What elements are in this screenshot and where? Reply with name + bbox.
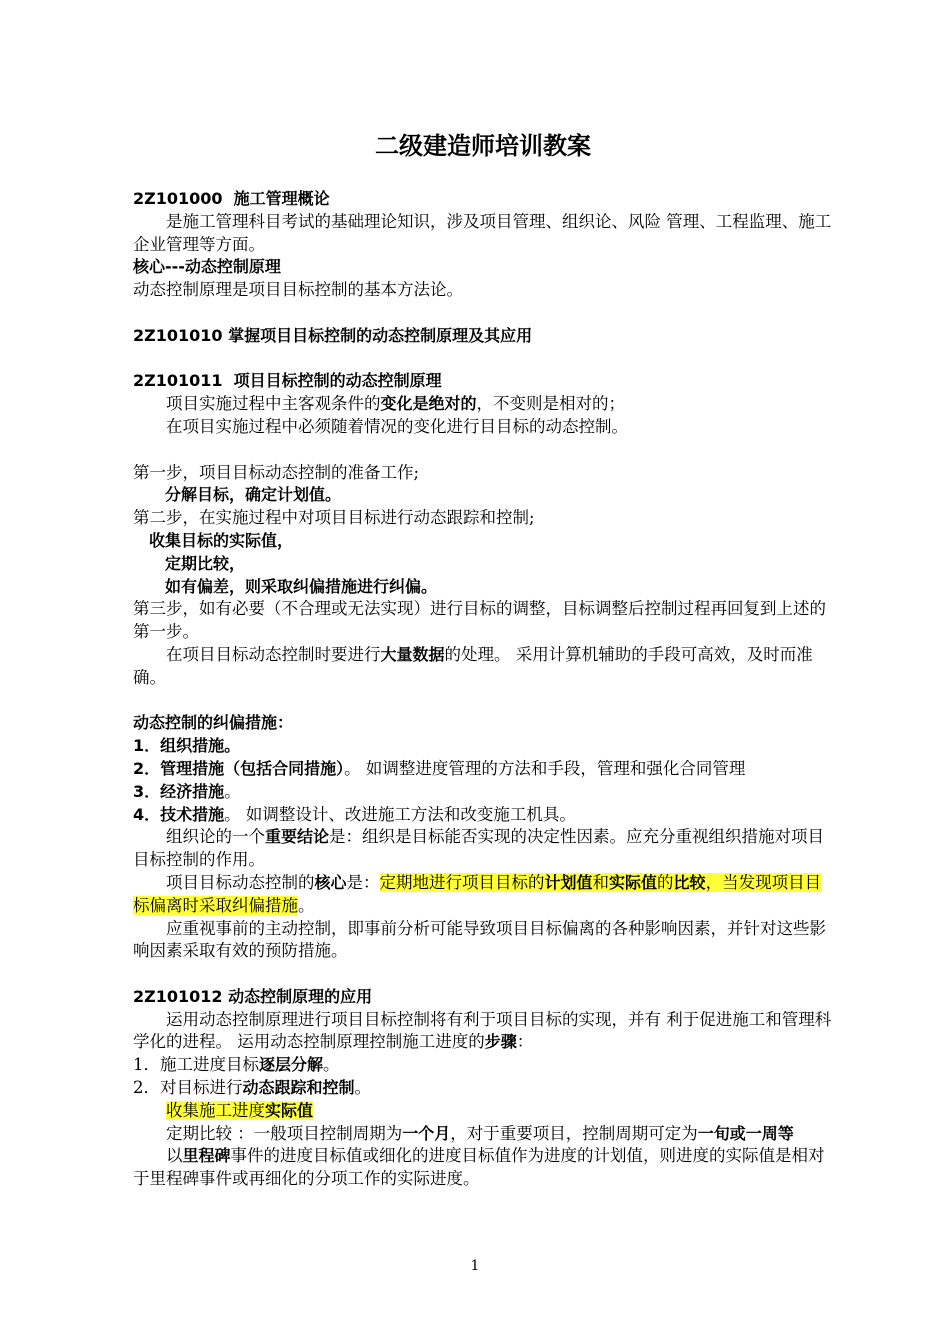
text-run: 1．施工进度目标 <box>133 1055 259 1075</box>
bold-text: 一旬或一周等 <box>697 1123 794 1143</box>
bold-text: 里程碑 <box>182 1146 231 1166</box>
paragraph <box>133 826 833 872</box>
list-item <box>133 1054 833 1077</box>
paragraph <box>133 393 833 416</box>
text-run: 项目实施过程中主客观条件的 <box>166 394 381 414</box>
section-heading: 2Z101012 动态控制原理的应用 <box>133 986 373 1006</box>
paragraph: 第二步，在实施过程中对项目目标进行动态跟踪和控制; <box>133 508 535 528</box>
text-run: 在项目目标动态控制时要进行 <box>166 644 381 664</box>
list-item <box>133 781 833 804</box>
text-run: 定期比较 ：一般项目控制周期为 <box>166 1123 403 1143</box>
text-run: 是： <box>346 872 380 892</box>
bold-line: 分解目标，确定计划值。 <box>165 485 342 505</box>
text-run: 。 如调整进度管理的方法和手段，管理和强化合同管理 <box>344 758 746 778</box>
bold-text: 比较 <box>673 872 706 892</box>
paragraph <box>133 872 833 918</box>
bold-line: 收集目标的实际值， <box>149 530 294 550</box>
text-run: 。 <box>354 1078 372 1098</box>
list-number: 3． <box>133 781 161 801</box>
paragraph: 第一步，项目目标动态控制的准备工作; <box>133 462 420 482</box>
paragraph <box>133 644 833 690</box>
text-run: ，对于重要项目，控制周期可定为 <box>450 1123 698 1143</box>
text-run: ，不变则是相对的； <box>476 394 626 414</box>
bold-text: 经济措施 <box>160 781 225 801</box>
bold-text: 计划值 <box>544 872 593 892</box>
bold-text: 重要结论 <box>265 827 330 847</box>
bold-text: 步骤 <box>484 1032 517 1052</box>
bold-text: 管理措施（包括合同措施） <box>160 758 345 778</box>
paragraph <box>133 1009 833 1055</box>
section-heading: 2Z101011 项目目标控制的动态控制原理 <box>133 371 442 391</box>
paragraph <box>133 1100 833 1123</box>
section-heading: 动态控制的纠偏措施： <box>133 713 294 733</box>
bold-line: 如有偏差，则采取纠偏措施进行纠偏。 <box>165 576 438 596</box>
page-title: 二级建造师培训教案 <box>375 132 591 160</box>
section-heading: 2Z101000 施工管理概论 <box>133 189 330 208</box>
text-run: 运用动态控制原理进行项目目标控制将有利于项目目标的实现，并有 利于促进施工和管理科学化的进程。 运用动态控制原理控制施工进度的 <box>133 1009 832 1052</box>
bold-text: 大量数据 <box>380 644 445 664</box>
paragraph: 在项目实施过程中必须随着情况的变化进行目目标的动态控制。 <box>166 416 628 436</box>
text-run: ，当发现项目目标偏离时采取纠偏措施 <box>133 872 822 915</box>
bold-text: 动态跟踪和控制 <box>242 1078 355 1098</box>
text-run: 和 <box>592 872 610 892</box>
text-run: 事件的进度目标值或细化的进度目标值作为进度的计划值，则进度的实际值是相对于里程碑事件或再细化的分项工作的实际进度。 <box>133 1146 825 1189</box>
bold-text: 一个月 <box>402 1123 451 1143</box>
bold-text: 实际值 <box>609 872 658 892</box>
list-item <box>133 758 833 781</box>
text-run: 项目目标动态控制的 <box>166 872 315 892</box>
list-item <box>133 735 833 758</box>
list-number: 4． <box>133 804 161 824</box>
text-run: 。 <box>298 895 315 915</box>
paragraph <box>133 1145 833 1191</box>
bold-text: 技术措施 <box>160 804 225 824</box>
bold-text: 实际值 <box>265 1100 314 1120</box>
page-number: 1 <box>470 1258 480 1274</box>
text-run: 的 <box>657 872 674 892</box>
highlighted-text <box>166 1101 313 1120</box>
text-run: ： <box>516 1032 534 1052</box>
bold-text: 核心 <box>314 872 347 892</box>
text-run: 收集施工进度 <box>166 1100 265 1120</box>
bold-text: 组织措施。 <box>160 736 241 756</box>
text-run: 组织论的一个 <box>166 827 265 847</box>
bold-text: 逐层分解 <box>259 1055 324 1075</box>
text-run: 。 <box>224 781 241 801</box>
bold-line: 定期比较， <box>165 553 246 573</box>
list-number: 2． <box>133 758 161 778</box>
section-heading: 2Z101010 掌握项目目标控制的动态控制原理及其应用 <box>133 325 533 345</box>
paragraph: 是施工管理科目考试的基础理论知识，涉及项目管理、组织论、风险 管理、工程监理、施工企业管理等方面。 <box>133 211 832 254</box>
text-run: 。 <box>323 1055 340 1075</box>
text-run: 。 如调整设计、改进施工方法和改变施工机具。 <box>224 804 576 824</box>
page-content <box>133 130 833 1191</box>
paragraph: 动态控制原理是项目目标控制的基本方法论。 <box>133 280 463 300</box>
bold-text: 变化是绝对的 <box>380 394 477 414</box>
paragraph: 第三步，如有必要（不合理或无法实现）进行目标的调整，目标调整后控制过程再回复到上述的第一步。 <box>133 599 826 642</box>
text-run: 以 <box>166 1146 183 1166</box>
text-run: 定期地进行项目目标的 <box>379 872 545 892</box>
paragraph: 应重视事前的主动控制，即事前分析可能导致项目目标偏离的各种影响因素，并针对这些影响因素采取有效的预防措施。 <box>133 918 826 961</box>
text-run: 是：组织是目标能否实现的决定性因素。应充分重视组织措施对项目目标控制的作用。 <box>133 827 825 870</box>
section-heading: 核心---动态控制原理 <box>133 257 281 277</box>
paragraph <box>133 1123 833 1146</box>
list-item <box>133 1077 833 1100</box>
list-number: 1． <box>133 736 161 756</box>
list-item <box>133 804 833 827</box>
text-run: 2．对目标进行 <box>133 1078 243 1098</box>
text-run: 的处理。 采用计算机辅助的手段可高效，及时而准确。 <box>133 644 813 687</box>
